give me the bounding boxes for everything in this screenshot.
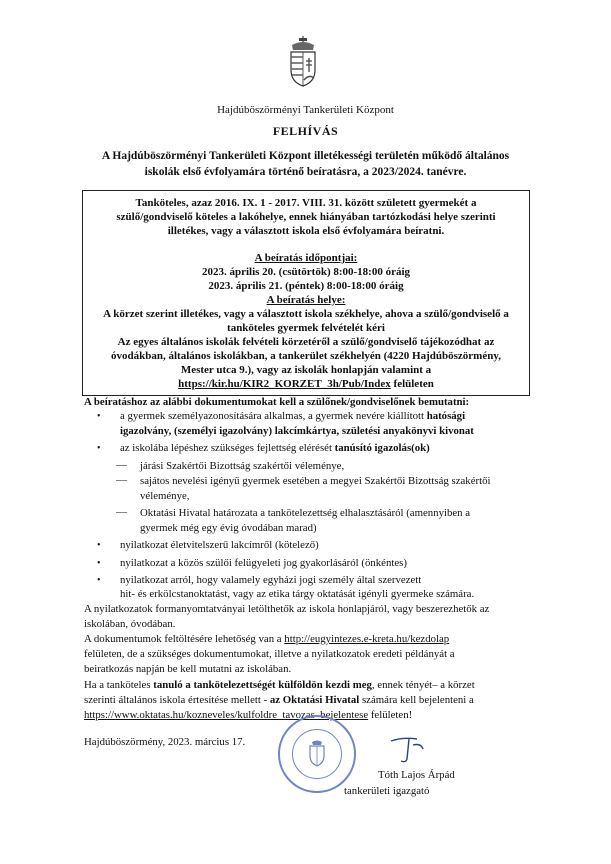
place-heading: A beíratás helye: (266, 294, 346, 306)
enrollment-dates (84, 251, 528, 391)
signer-title: tankerületi igazgató (344, 785, 430, 797)
ekreta-link[interactable]: http://eugyintezes.e-kreta.hu/kezdolap (284, 633, 450, 645)
sub-line: sajátos nevelési igényű gyermek esetében a megyei Szakértői Bizottság szakértői (140, 475, 491, 487)
upload-paragraph (84, 632, 536, 677)
paragraph-bold: tanuló a tankötelezettségét külföldön kezdi meg (153, 679, 372, 691)
bullet-icon: • (97, 411, 101, 422)
sub-item (140, 474, 535, 504)
item-text: az iskolába lépéshez szükséges fejlettség elérését (120, 442, 335, 454)
announcement-title (80, 148, 531, 180)
sub-line: gyermek még egy évig óvodában marad) (140, 522, 317, 534)
paragraph-line (84, 632, 536, 647)
info-line: óvodákban, általános iskolákban, a tankerület székhelyén (4220 Hajdúböszörmény, (111, 350, 501, 362)
paragraph-line: A nyilatkozatok formanyomtatványai letölthetők az iskola honlapjáról, vagy beszerezhetők az (84, 603, 490, 615)
item-bold: tanúsító igazolás(ok) (334, 442, 430, 454)
sub-line: Oktatási Hivatal határozata a tankötelezettség elhalasztásáról (amennyiben a (140, 507, 471, 519)
intro-line: szülő/gondviselő köteles a lakóhelye, ennek hiányában tartózkodási helye szerinti (116, 211, 496, 223)
document-item (120, 573, 535, 601)
link-suffix: felületen (390, 378, 434, 390)
sub-line: véleménye, (140, 490, 190, 502)
item-line: nyilatkozat arról, hogy valamely egyházi jogi személy által szervezett (120, 574, 422, 586)
signer-name: Tóth Lajos Árpád (378, 769, 455, 781)
item-bold: hatósági (426, 410, 466, 422)
item-text: a gyermek személyazonosítására alkalmas, a gyermek nevére kiállított (120, 410, 427, 422)
paragraph-text: számára kell bejelenteni a (359, 694, 474, 706)
paragraph-line: iskolában, óvodában. (84, 618, 176, 630)
item-bold: igazolvány, (személyi igazolvány) lakcímkártya, születési anyakönyvi kivonat (120, 425, 474, 437)
bullet-icon: • (97, 540, 101, 551)
bullet-icon: • (97, 558, 101, 569)
info-line: Mester utca 9.), vagy az iskolák honlapján valamint a (180, 364, 432, 376)
organization-name: Hajdúböszörményi Tankerületi Központ (217, 104, 394, 116)
paragraph-line (84, 693, 536, 708)
documents-intro: A beíratáshoz az alábbi dokumentumokat kell a szülőnek/gondviselőnek bemutatni: (84, 396, 470, 408)
forms-paragraph (84, 602, 536, 632)
document-item-maturity (120, 441, 535, 456)
document-item: nyilatkozat a közös szülői felügyeleti jog gyakorlásáról (önkéntes) (120, 557, 407, 569)
dash-icon: — (116, 459, 127, 471)
place-line: tanköteles gyermek felvételét kéri (227, 322, 385, 334)
paragraph-text: Ha a tanköteles (84, 679, 154, 691)
stamp-crest-icon (308, 739, 326, 767)
intro-line: illetékes, vagy a választott iskola első évfolyamára beíratni. (167, 225, 445, 237)
bullet-icon: • (97, 575, 101, 586)
sub-item (140, 506, 535, 536)
official-stamp (278, 715, 356, 793)
signature-icon (387, 735, 427, 765)
kir-link[interactable]: https://kir.hu/KIR2_KORZET_3h/Pub/Index (178, 378, 391, 390)
place-date: Hajdúböszörmény, 2023. március 17. (84, 736, 246, 748)
heading-felhivas: FELHÍVÁS (272, 124, 339, 138)
document-item: nyilatkozat életvitelszerű lakcímről (kötelező) (120, 539, 319, 551)
sub-item: járási Szakértői Bizottság szakértői véleménye, (140, 460, 345, 472)
bullet-icon: • (97, 443, 101, 454)
title-line: iskolák első évfolyamára történő beíratásra, a 2023/2024. tanévre. (144, 166, 467, 178)
paragraph-line: felületen, de a szükséges dokumentumokat, illetve a nyilatkozatok eredeti példányát a (84, 648, 455, 660)
paragraph-text: A dokumentumok feltöltésére lehetőség van a (84, 633, 285, 645)
document-item-id (120, 409, 535, 439)
dates-heading: A beíratás időpontjai: (254, 252, 358, 264)
paragraph-line (84, 678, 536, 693)
info-line: Az egyes általános iskolák felvételi körzetéről a szülő/gondviselő tájékozódhat az (117, 336, 495, 348)
dash-icon: — (116, 474, 127, 486)
info-link-line (84, 377, 528, 391)
date-item: 2023. április 20. (csütörtök) 8:00-18:00 óráig (201, 266, 411, 278)
box-intro (84, 196, 528, 238)
date-item: 2023. április 21. (péntek) 8:00-18:00 óráig (208, 280, 404, 292)
dash-icon: — (116, 506, 127, 518)
item-line: hit- és erkölcstanoktatást, vagy az etika tárgy oktatását igényli gyermeke számára. (120, 588, 475, 600)
place-line: A körzet szerint illetékes, vagy a választott iskola székhelye, ahova a szülő/gondviselő a (103, 308, 509, 320)
paragraph-bold: az Oktatási Hivatal (269, 694, 360, 706)
paragraph-text: felületen! (368, 709, 413, 721)
paragraph-line: beiratkozás napján be kell mutatni az iskolában. (84, 663, 292, 675)
hungarian-coat-of-arms-icon (287, 36, 319, 88)
paragraph-text: szerinti általános iskola értesítése mellett - (84, 694, 270, 706)
oktatas-link[interactable]: https://www.oktatas.hu/kozneveles/kulfoldre_tavozas_bejelentese (84, 709, 369, 721)
paragraph-text: , ennek tényét– a körzet (371, 679, 475, 691)
intro-line: Tanköteles, azaz 2016. IX. 1 - 2017. VIII. 31. között született gyermekét a (135, 197, 477, 209)
title-line: A Hajdúböszörményi Tankerületi Központ illetékességi területén működő általános (101, 150, 510, 162)
